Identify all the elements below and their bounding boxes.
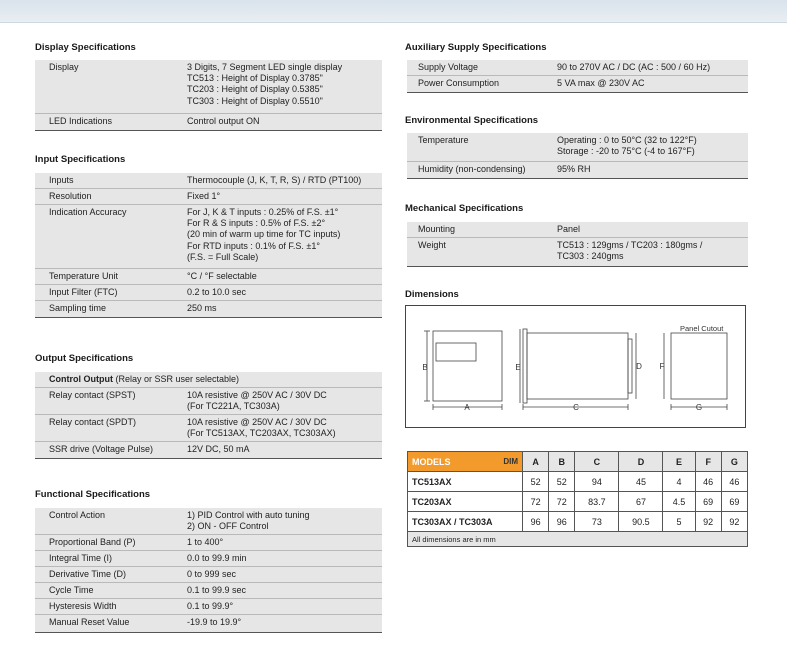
auxiliary-row xyxy=(407,76,748,92)
dim-value: 4.5 xyxy=(663,492,695,512)
environmental-specs-box xyxy=(407,133,748,179)
spec-value xyxy=(557,135,697,157)
dim-header-label: DIM xyxy=(503,457,518,466)
spec-value-line: 95% RH xyxy=(557,164,591,174)
spec-value xyxy=(187,390,327,412)
dim-value: 94 xyxy=(575,472,619,492)
spec-value xyxy=(187,537,223,548)
spec-value xyxy=(187,417,336,439)
spec-label: Proportional Band (P) xyxy=(49,537,136,547)
dim-letter-d: D xyxy=(636,362,642,371)
dim-value: 90.5 xyxy=(619,512,663,532)
dim-value: 67 xyxy=(619,492,663,512)
spec-value-line: 0.0 to 99.9 min xyxy=(187,553,247,563)
display-specs-box xyxy=(35,60,382,131)
dim-letter-a: A xyxy=(464,403,470,412)
mechanical-row xyxy=(407,222,748,238)
spec-label: Supply Voltage xyxy=(418,62,479,72)
display-window xyxy=(436,343,476,361)
spec-value-line: TC303 : 240gms xyxy=(557,251,624,262)
spec-value xyxy=(557,62,710,73)
spec-value-line: 250 ms xyxy=(187,303,217,313)
model-name: TC303AX / TC303A xyxy=(408,512,523,532)
spec-label: Control Action xyxy=(49,510,106,520)
dim-value: 4 xyxy=(663,472,695,492)
spec-label: Sampling time xyxy=(49,303,107,313)
spec-value-line: 3 Digits, 7 Segment LED single display xyxy=(187,62,343,72)
spec-label: Integral Time (I) xyxy=(49,553,113,563)
spec-value xyxy=(187,207,340,263)
table-footnote-row xyxy=(408,532,748,547)
dimension-diagram xyxy=(406,306,745,427)
spec-value xyxy=(187,62,342,107)
dim-letter-b: B xyxy=(422,363,428,372)
mechanical-specs-box xyxy=(407,222,748,267)
dim-value: 72 xyxy=(549,492,575,512)
input-row xyxy=(35,269,382,285)
table-row xyxy=(408,472,748,492)
functional-specs-title: Functional Specifications xyxy=(35,489,151,500)
model-name: TC203AX xyxy=(408,492,523,512)
spec-value xyxy=(557,240,702,262)
functional-row xyxy=(35,535,382,551)
spec-value xyxy=(187,287,246,298)
spec-value xyxy=(187,617,241,628)
output-row xyxy=(35,442,382,458)
functional-row xyxy=(35,615,382,632)
spec-value xyxy=(187,569,236,580)
spec-label: Derivative Time (D) xyxy=(49,569,127,579)
spec-value-line: For R & S inputs : 0.5% of F.S. ±2° xyxy=(187,218,326,229)
dim-letter-f: F xyxy=(659,362,665,371)
spec-value xyxy=(557,224,580,235)
spec-label: Mounting xyxy=(418,224,456,234)
spec-value-line: For RTD inputs : 0.1% of F.S. ±1° xyxy=(187,240,320,251)
dim-column-header: E xyxy=(663,452,695,472)
dim-value: 73 xyxy=(575,512,619,532)
side-body xyxy=(527,333,628,399)
spec-label: Cycle Time xyxy=(49,585,94,595)
input-row xyxy=(35,285,382,301)
spec-value xyxy=(187,553,247,564)
table-row xyxy=(408,492,748,512)
spec-label: Temperature Unit xyxy=(49,271,119,281)
dim-value: 92 xyxy=(695,512,721,532)
spec-value-line: For J, K & T inputs : 0.25% of F.S. ±1° xyxy=(187,207,339,217)
dim-letter-e: E xyxy=(515,363,521,372)
spec-value-line: 12V DC, 50 mA xyxy=(187,444,250,454)
functional-specs-box xyxy=(35,508,382,633)
spec-value-line: -19.9 to 19.9° xyxy=(187,617,242,627)
spec-value xyxy=(557,78,645,89)
dim-column-header: C xyxy=(575,452,619,472)
dim-value: 69 xyxy=(695,492,721,512)
spec-value xyxy=(187,191,220,202)
spec-value-line: Fixed 1° xyxy=(187,191,221,201)
display-specs-title: Display Specifications xyxy=(35,42,136,53)
mechanical-specs-title: Mechanical Specifications xyxy=(405,203,524,214)
spec-value-line: Panel xyxy=(557,224,581,234)
spec-value-line: TC513 : Height of Display 0.3785" xyxy=(187,73,323,84)
spec-label: Power Consumption xyxy=(418,78,500,88)
display-row xyxy=(35,114,382,130)
dimensions-title: Dimensions xyxy=(405,289,459,300)
spec-label: LED Indications xyxy=(49,116,113,126)
spec-value xyxy=(187,271,257,282)
spec-value-line: °C / °F selectable xyxy=(187,271,257,281)
dim-value: 96 xyxy=(549,512,575,532)
functional-row xyxy=(35,583,382,599)
dim-value: 72 xyxy=(523,492,549,512)
table-footnote: All dimensions are in mm xyxy=(408,532,748,547)
panel-cutout xyxy=(671,333,727,399)
dim-column-header: B xyxy=(549,452,575,472)
dim-value: 96 xyxy=(523,512,549,532)
auxiliary-specs-title: Auxiliary Supply Specifications xyxy=(405,42,547,53)
spec-value-line: Thermocouple (J, K, T, R, S) / RTD (PT100) xyxy=(187,175,362,185)
table-row xyxy=(408,512,748,532)
spec-label: Relay contact (SPDT) xyxy=(49,417,137,427)
output-row xyxy=(35,415,382,442)
spec-value-line: TC513 : 129gms / TC203 : 180gms / xyxy=(557,240,703,250)
auxiliary-row xyxy=(407,60,748,76)
spec-value-line: 0.2 to 10.0 sec xyxy=(187,287,247,297)
input-row xyxy=(35,173,382,189)
spec-value-line: 0.1 to 99.9 sec xyxy=(187,585,247,595)
input-row xyxy=(35,205,382,269)
spec-value-line: 1) PID Control with auto tuning xyxy=(187,510,310,520)
spec-value-line: Storage : -20 to 75°C (-4 to 167°F) xyxy=(557,146,695,157)
spec-label: Hysteresis Width xyxy=(49,601,117,611)
dim-value: 52 xyxy=(549,472,575,492)
spec-value-line: 1 to 400° xyxy=(187,537,224,547)
spec-value-line: Control output ON xyxy=(187,116,260,126)
dim-value: 5 xyxy=(663,512,695,532)
environmental-specs-title: Environmental Specifications xyxy=(405,115,539,126)
spec-value xyxy=(187,601,233,612)
input-specs-box xyxy=(35,173,382,318)
spec-label: Weight xyxy=(418,240,446,250)
control-output-subhead: Control Output (Relay or SSR user selectable) xyxy=(49,374,240,384)
model-name: TC513AX xyxy=(408,472,523,492)
spec-value-line: (F.S. = Full Scale) xyxy=(187,251,259,262)
functional-row xyxy=(35,599,382,615)
dim-value: 52 xyxy=(523,472,549,492)
output-specs-title: Output Specifications xyxy=(35,353,134,364)
spec-value xyxy=(187,585,246,596)
spec-label: Display xyxy=(49,62,79,72)
dim-column-header: D xyxy=(619,452,663,472)
dim-letter-g: G xyxy=(695,403,703,412)
spec-label: Resolution xyxy=(49,191,92,201)
spec-value-line: TC303 : Height of Display 0.5510" xyxy=(187,95,323,106)
spec-value-line: 2) ON - OFF Control xyxy=(187,521,269,532)
input-row xyxy=(35,189,382,205)
output-row xyxy=(35,388,382,415)
dim-value: 69 xyxy=(721,492,747,512)
dimensions-table-header xyxy=(408,452,748,472)
spec-label: Temperature xyxy=(418,135,469,145)
spec-value-line: 0 to 999 sec xyxy=(187,569,237,579)
dim-value: 92 xyxy=(721,512,747,532)
models-header: MODELS DIM xyxy=(408,452,523,472)
spec-value-line: 90 to 270V AC / DC (AC : 500 / 60 Hz) xyxy=(557,62,711,72)
spec-label: Humidity (non-condensing) xyxy=(418,164,526,174)
spec-value-line: 0.1 to 99.9° xyxy=(187,601,234,611)
dimension-drawing xyxy=(405,305,746,428)
dim-value: 83.7 xyxy=(575,492,619,512)
spec-value-line: Operating : 0 to 50°C (32 to 122°F) xyxy=(557,135,697,145)
spec-label: Indication Accuracy xyxy=(49,207,127,217)
dimensions-table xyxy=(407,451,748,547)
spec-label: Relay contact (SPST) xyxy=(49,390,136,400)
dim-letter-c: C xyxy=(573,403,579,412)
functional-row xyxy=(35,567,382,583)
dim-value: 46 xyxy=(721,472,747,492)
functional-row xyxy=(35,508,382,535)
dim-column-header: F xyxy=(695,452,721,472)
spec-value xyxy=(187,175,361,186)
spec-value-line: 10A resistive @ 250V AC / 30V DC xyxy=(187,417,327,427)
spec-label: Inputs xyxy=(49,175,74,185)
spec-value-line: 10A resistive @ 250V AC / 30V DC xyxy=(187,390,327,400)
dim-column-header: G xyxy=(721,452,747,472)
environmental-row xyxy=(407,133,748,162)
input-specs-title: Input Specifications xyxy=(35,154,126,165)
mechanical-row xyxy=(407,238,748,266)
spec-value xyxy=(187,444,250,455)
side-bezel xyxy=(523,329,527,403)
spec-value xyxy=(187,510,310,532)
functional-row xyxy=(35,551,382,567)
input-row xyxy=(35,301,382,317)
spec-value xyxy=(557,164,591,175)
environmental-row xyxy=(407,162,748,178)
spec-label: SSR drive (Voltage Pulse) xyxy=(49,444,154,454)
spec-value xyxy=(187,116,260,127)
front-view xyxy=(433,331,502,401)
display-row xyxy=(35,60,382,114)
output-specs-box xyxy=(35,372,382,459)
dim-column-header: A xyxy=(523,452,549,472)
spec-value-line: (For TC513AX, TC203AX, TC303AX) xyxy=(187,428,336,439)
spec-label: Input Filter (FTC) xyxy=(49,287,118,297)
spec-value-line: 5 VA max @ 230V AC xyxy=(557,78,645,88)
dim-value: 45 xyxy=(619,472,663,492)
spec-value-line: (20 min of warm up time for TC inputs) xyxy=(187,229,341,240)
spec-value-line: (For TC221A, TC303A) xyxy=(187,401,280,412)
spec-value xyxy=(187,303,217,314)
top-banner xyxy=(0,0,787,23)
panel-cutout-label: Panel Cutout xyxy=(680,324,724,333)
auxiliary-specs-box xyxy=(407,60,748,93)
dim-value: 46 xyxy=(695,472,721,492)
spec-value-line: TC203 : Height of Display 0.5385" xyxy=(187,84,323,95)
spec-label: Manual Reset Value xyxy=(49,617,130,627)
